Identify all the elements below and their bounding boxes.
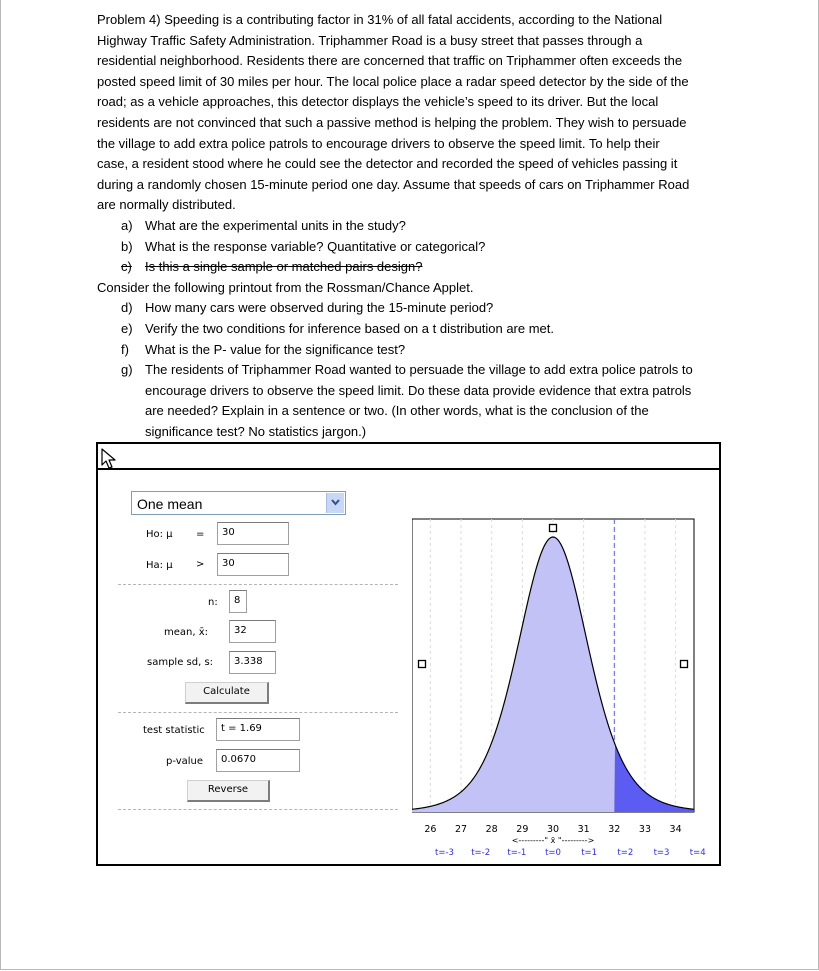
- ha-label: Ha: μ: [146, 560, 173, 571]
- question-b: b) What is the response variable? Quantitative or categorical?: [121, 238, 486, 254]
- calculate-button[interactable]: Calculate: [185, 682, 269, 704]
- question-d: d) How many cars were observed during the 15-minute period?: [121, 300, 494, 316]
- t-distribution-chart: [412, 515, 716, 860]
- question-g-line: significance test? No statistics jargon.): [145, 423, 367, 439]
- question-a: a) What are the experimental units in the study?: [121, 217, 406, 233]
- problem-line: road; as a vehicle approaches, this detector displays the vehicle’s speed to its driver. But the local: [97, 94, 659, 110]
- sd-input[interactable]: 3.338: [229, 651, 276, 674]
- test-type-select[interactable]: [131, 491, 346, 515]
- question-f: f) What is the P- value for the significance test?: [121, 341, 406, 357]
- divider: [118, 584, 398, 585]
- question-g: g) The residents of Triphammer Road wanted to persuade the village to add extra police patrols to: [121, 362, 693, 378]
- ha-value-input[interactable]: 30: [217, 553, 289, 576]
- sd-label: sample sd, s:: [147, 657, 214, 668]
- divider: [118, 712, 398, 713]
- applet-screenshot: [96, 442, 721, 866]
- ho-operator: =: [196, 529, 205, 540]
- p-value-output: 0.0670: [216, 749, 300, 772]
- mean-label: mean, x̄:: [164, 627, 209, 638]
- t-tick-label: t=-1: [507, 848, 527, 858]
- question-e: e) Verify the two conditions for inference based on a t distribution are met.: [121, 320, 555, 336]
- consider-line: Consider the following printout from the Rossman/Chance Applet.: [97, 279, 474, 295]
- t-tick-label: t=-3: [435, 848, 454, 858]
- question-c-struck: c) Is this a single sample or matched pairs design?: [121, 259, 423, 275]
- x-tick-label: 30: [546, 824, 560, 835]
- test-type-value: One mean: [137, 496, 203, 512]
- test-statistic-output: t = 1.69: [216, 718, 300, 741]
- problem-line: posted speed limit of 30 miles per hour. The local police place a radar speed detector by the side of the: [97, 73, 689, 89]
- t-tick-label: t=3: [653, 848, 670, 858]
- x-tick-label: 28: [485, 824, 498, 835]
- ho-label: Ho: μ: [146, 529, 173, 540]
- problem-line: are normally distributed.: [97, 197, 236, 213]
- problem-line: the village to add extra police patrols to encourage drivers to observe the speed limit. To help their: [97, 135, 660, 151]
- ho-value-input[interactable]: 30: [217, 522, 289, 545]
- x-tick-label: 32: [608, 824, 621, 835]
- x-tick-label: 31: [577, 824, 590, 835]
- mouse-cursor-icon: [100, 448, 120, 470]
- problem-line: case, a resident stood where he could see the detector and recorded the speed of vehicles passing it: [97, 156, 678, 172]
- x-tick-label: 26: [424, 824, 437, 835]
- document-text: [97, 10, 727, 442]
- question-g-line: encourage drivers to observe the speed limit. Do these data provide evidence that extra patrols: [145, 382, 692, 398]
- x-tick-label: 27: [454, 824, 468, 835]
- t-tick-label: t=4: [689, 848, 706, 858]
- drag-handle: [419, 661, 426, 668]
- problem-line: residential neighborhood. Residents there are concerned that traffic on Triphammer often exceeds the: [97, 53, 683, 69]
- problem-line: Problem 4) Speeding is a contributing factor in 31% of all fatal accidents, according to the National: [97, 12, 663, 27]
- divider: [118, 809, 398, 810]
- p-value-label: p-value: [166, 756, 204, 767]
- ha-operator[interactable]: >: [196, 559, 205, 570]
- t-tick-label: t=2: [617, 848, 634, 858]
- t-tick-label: t=0: [545, 848, 561, 858]
- x-tick-label: 34: [669, 824, 682, 835]
- x-tick-label: 29: [516, 824, 529, 835]
- n-label: n:: [208, 597, 218, 608]
- drag-handle: [681, 661, 688, 668]
- chevron-down-icon[interactable]: [326, 493, 344, 513]
- reverse-button[interactable]: Reverse: [187, 780, 270, 802]
- problem-line: Highway Traffic Safety Administration. Triphammer Road is a busy street that passes through a: [97, 32, 643, 48]
- drag-handle: [550, 525, 557, 532]
- question-g-line: are needed? Explain in a sentence or two. (In other words, what is the conclusion of the: [145, 403, 649, 419]
- problem-line: residents are not convinced that such a passive method is helping the problem. They wish to persuade: [97, 114, 687, 130]
- t-tick-label: t=-2: [471, 848, 491, 858]
- n-input[interactable]: 8: [229, 590, 247, 613]
- problem-line: during a randomly chosen 15-minute period one day. Assume that speeds of cars on Triphammer Road: [97, 176, 690, 192]
- t-tick-label: t=1: [581, 848, 598, 858]
- x-axis-label: <---------" x̄ "--------->: [511, 836, 595, 845]
- applet-toolbar: [98, 444, 719, 470]
- x-tick-label: 33: [638, 824, 652, 835]
- mean-input[interactable]: 32: [229, 620, 276, 643]
- test-statistic-label: test statistic: [143, 725, 205, 736]
